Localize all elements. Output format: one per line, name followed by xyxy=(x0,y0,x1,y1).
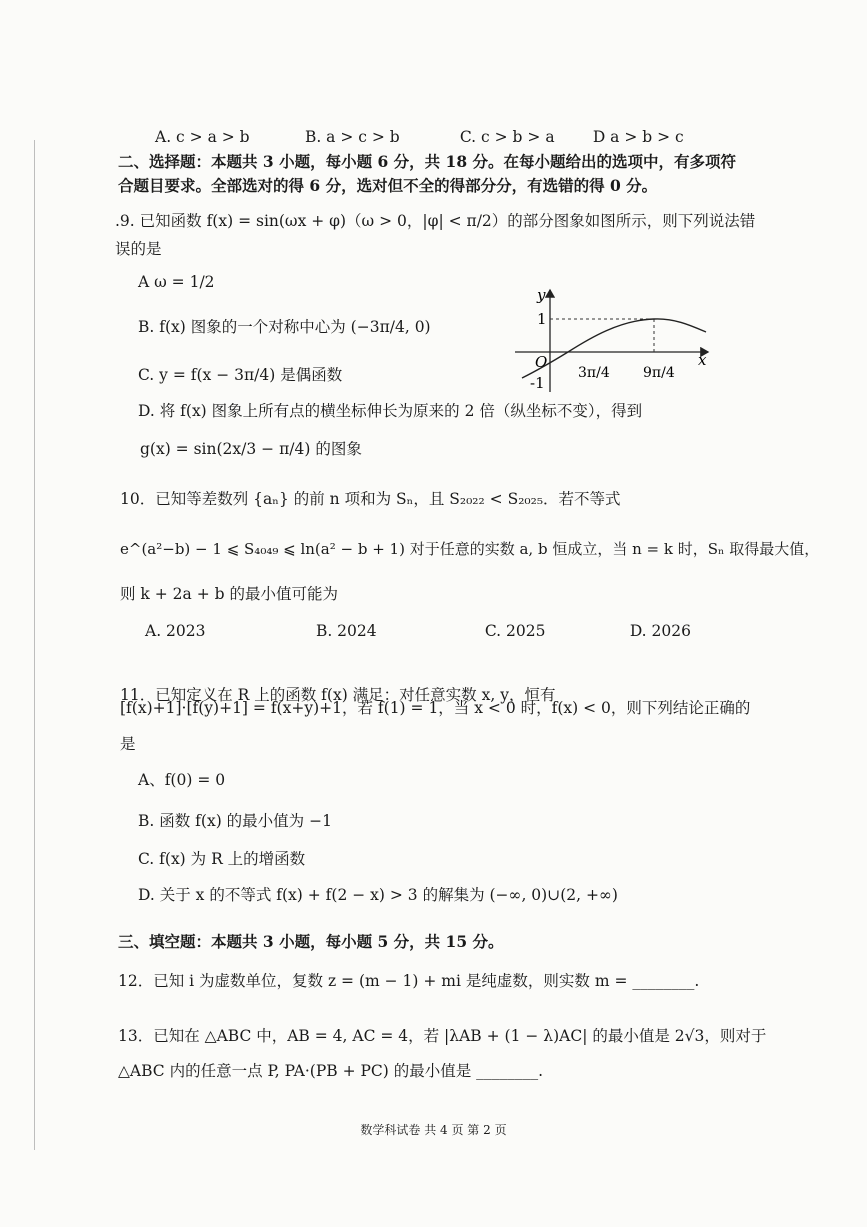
q9-option-d-line1[interactable]: D. 将 f(x) 图象上所有点的横坐标伸长为原来的 2 倍（纵坐标不变），得到 xyxy=(138,402,643,420)
q9-stem-line1: .9. 已知函数 f(x) = sin(ωx + φ)（ω > 0，|φ| < π/2）的部分图象如图所示，则下列说法错 xyxy=(115,212,756,230)
q11-option-a[interactable]: A、f(0) = 0 xyxy=(138,771,226,789)
q9-option-b[interactable]: B. f(x) 图象的一个对称中心为 (−3π/4, 0) xyxy=(138,318,431,336)
y-axis-label: y xyxy=(537,286,546,304)
q10-choice-b[interactable]: B. 2024 xyxy=(315,622,377,640)
q13-line1: 13．已知在 △ABC 中，AB = 4, AC = 4，若 |λAB + (1 − λ)AC| 的最小值是 2√3，则对于 xyxy=(118,1027,767,1045)
q11-line1: 11．已知定义在 R 上的函数 f(x) 满足：对任意实数 x, y，恒有 xyxy=(120,686,556,704)
q11-line3: 是 xyxy=(120,735,136,753)
x-tick-9pi-4: 9π/4 xyxy=(643,365,675,381)
q8-choice-d[interactable]: D a > b > c xyxy=(592,128,684,146)
q10-choice-c[interactable]: C. 2025 xyxy=(484,622,546,640)
q10-line2: e^(a²−b) − 1 ⩽ S₄₀₄₉ ⩽ ln(a² − b + 1) 对于任意的实数 a, b 恒成立，当 n = k 时，Sₙ 取得最大值， xyxy=(120,540,820,558)
q11-option-c[interactable]: C. f(x) 为 R 上的增函数 xyxy=(138,850,306,868)
q8-choices xyxy=(155,126,684,148)
q11-option-b[interactable]: B. 函数 f(x) 的最小值为 −1 xyxy=(138,812,332,830)
origin-label: O xyxy=(535,353,548,371)
page-footer: 数学科试卷 共 4 页 第 2 页 xyxy=(360,1123,507,1137)
q10-choices xyxy=(145,620,691,642)
x-tick-3pi-4: 3π/4 xyxy=(578,365,610,381)
q13-line2: △ABC 内的任意一点 P, PA·(PB + PC) 的最小值是 ________. xyxy=(118,1062,544,1080)
section2-line2: 合题目要求。全部选对的得 6 分，选对但不全的得部分分，有选错的得 0 分。 xyxy=(118,176,658,195)
q9-function-graph xyxy=(510,280,730,400)
q10-line1: 10．已知等差数列 {aₙ} 的前 n 项和为 Sₙ，且 S₂₀₂₂ < S₂₀₂₅．若不等式 xyxy=(120,490,621,508)
q9-option-c[interactable]: C. y = f(x − 3π/4) 是偶函数 xyxy=(138,366,343,384)
x-axis-label: x xyxy=(698,351,707,369)
q9-option-d-line2: g(x) = sin(2x/3 − π/4) 的图象 xyxy=(140,440,362,458)
q10-choice-a[interactable]: A. 2023 xyxy=(145,622,206,640)
q8-choice-c[interactable]: C. c > b > a xyxy=(459,128,555,146)
q11-line2: [f(x)+1]·[f(y)+1] = f(x+y)+1，若 f(1) = 1，当 x < 0 时，f(x) < 0，则下列结论正确的 xyxy=(120,699,751,717)
q10-choice-d[interactable]: D. 2026 xyxy=(629,622,691,640)
q9-option-a[interactable]: A ω = 1/2 xyxy=(138,273,215,291)
y-tick-neg1: -1 xyxy=(530,374,545,392)
q11-option-d[interactable]: D. 关于 x 的不等式 f(x) + f(2 − x) > 3 的解集为 (−∞, 0)∪(2, +∞) xyxy=(138,886,618,904)
q12-text: 12．已知 i 为虚数单位，复数 z = (m − 1) + mi 是纯虚数，则实数 m = ________. xyxy=(118,972,700,990)
q9-stem-line2: 误的是 xyxy=(115,240,162,258)
scan-margin-line xyxy=(34,140,35,1150)
q8-choice-b[interactable]: B. a > c > b xyxy=(304,128,400,146)
y-tick-1: 1 xyxy=(537,310,547,328)
q8-choice-a[interactable]: A. c > a > b xyxy=(155,128,250,146)
q10-line3: 则 k + 2a + b 的最小值可能为 xyxy=(120,585,338,603)
section2-line1: 二、选择题：本题共 3 小题，每小题 6 分，共 18 分。在每小题给出的选项中，有多项符 xyxy=(118,152,737,171)
section3-heading: 三、填空题：本题共 3 小题，每小题 5 分，共 15 分。 xyxy=(118,932,504,951)
